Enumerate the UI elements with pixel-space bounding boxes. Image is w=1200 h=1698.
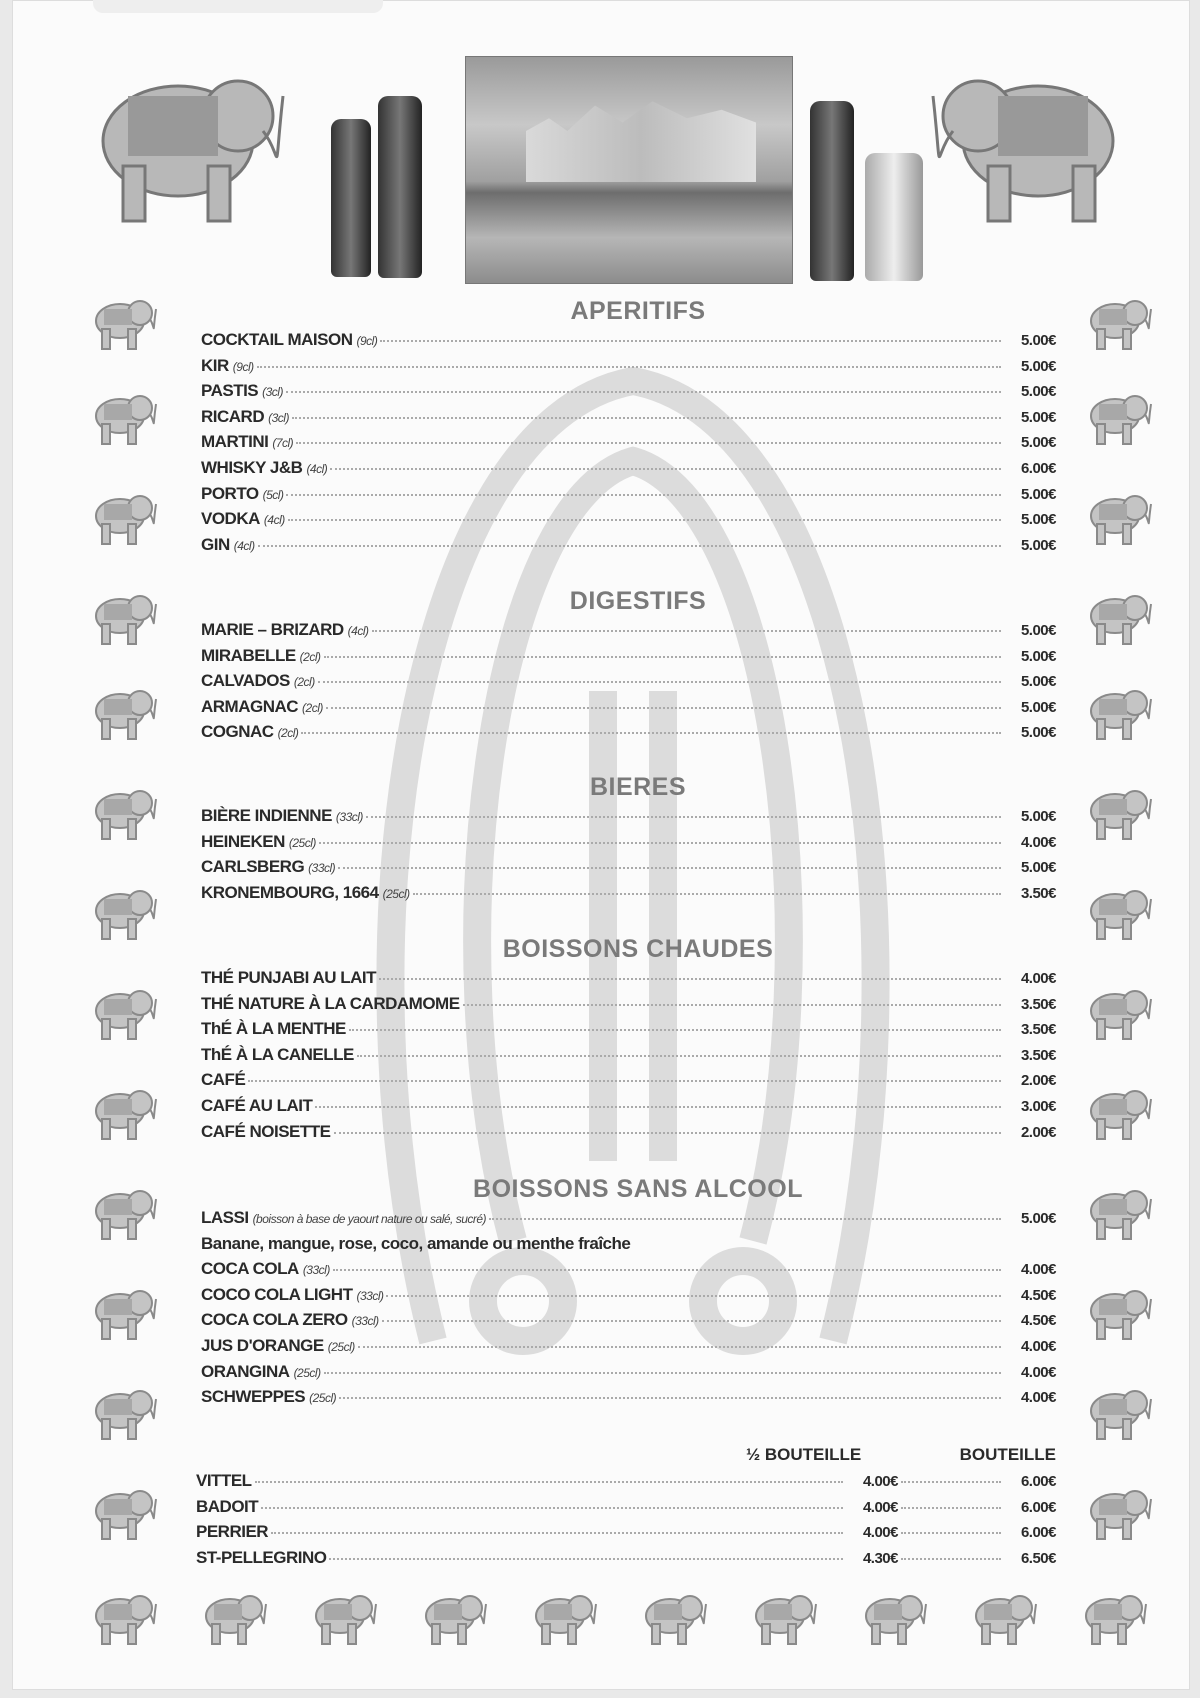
dot-leader — [271, 1532, 843, 1534]
item-price: 2.00€ — [1020, 1072, 1056, 1090]
item-price: 5.00€ — [1020, 647, 1056, 665]
dot-leader — [292, 417, 1001, 419]
item-volume: (33cl) — [302, 1263, 330, 1278]
item-price: 5.00€ — [1020, 673, 1056, 691]
dot-leader — [339, 1397, 1001, 1399]
item-price: 5.00€ — [1020, 808, 1056, 825]
half-bottle-price: 4.00€ — [862, 1473, 898, 1490]
small-elephant-icon — [748, 1586, 818, 1648]
item-name: JUS D'ORANGE — [201, 1335, 324, 1355]
small-elephant-icon — [1083, 1381, 1153, 1443]
small-elephant-icon — [1083, 1181, 1153, 1243]
dot-leader — [296, 442, 1001, 444]
section-items — [201, 968, 1056, 1147]
small-elephant-icon — [88, 1586, 158, 1648]
beer-bottle-image — [331, 119, 371, 277]
item-volume: (25cl) — [288, 835, 316, 850]
item-price: 3.50€ — [1020, 995, 1056, 1013]
item-volume: (33cl) — [356, 1288, 384, 1303]
item-name: VITTEL — [196, 1471, 252, 1490]
item-name: THÉ NATURE À LA CARDAMOME — [201, 993, 460, 1013]
item-volume: (2cl) — [302, 700, 323, 715]
dot-leader — [286, 391, 1001, 393]
item-name: CAFÉ AU LAIT — [201, 1095, 313, 1115]
item-name: GIN — [201, 534, 230, 554]
menu-item — [201, 857, 1056, 883]
item-volume: (9cl) — [232, 359, 254, 374]
small-elephant-icon — [1083, 1281, 1153, 1343]
small-elephant-icon — [1083, 586, 1153, 648]
item-volume: (33cl) — [351, 1314, 379, 1329]
dot-leader — [326, 707, 1001, 709]
item-price: 5.00€ — [1020, 357, 1056, 375]
menu-item — [201, 330, 1056, 356]
menu-item — [201, 968, 1056, 994]
small-elephant-icon — [88, 1481, 158, 1543]
item-price: 3.50€ — [1020, 884, 1056, 902]
small-elephant-icon — [88, 1081, 158, 1143]
item-name: ST-PELLEGRINO — [196, 1547, 327, 1567]
item-volume: (33cl) — [308, 861, 336, 876]
small-elephant-icon — [88, 1381, 158, 1443]
small-elephant-icon — [88, 291, 158, 353]
dot-leader — [901, 1558, 1001, 1560]
item-volume: (25cl) — [293, 1365, 321, 1380]
item-price: 4.50€ — [1020, 1286, 1056, 1304]
menu-item — [201, 806, 1056, 832]
small-elephant-icon — [1083, 881, 1153, 943]
item-name: PORTO — [201, 483, 259, 503]
item-price: 5.00€ — [1020, 511, 1056, 529]
item-volume: (4cl) — [347, 624, 369, 638]
item-price: 4.50€ — [1020, 1312, 1056, 1330]
dot-leader — [329, 1558, 843, 1560]
small-elephant-icon — [88, 881, 158, 943]
item-price: 5.00€ — [1020, 485, 1056, 503]
item-name: ThÉ À LA CANELLE — [201, 1044, 354, 1064]
top-tab — [93, 0, 383, 13]
item-name: WHISKY J&B — [201, 457, 303, 477]
dot-leader — [330, 468, 1001, 470]
dot-leader — [489, 1218, 1001, 1220]
item-price: 5.00€ — [1020, 1210, 1056, 1227]
item-price: 4.00€ — [1020, 833, 1056, 851]
section-items — [201, 330, 1056, 560]
menu-page — [12, 0, 1190, 1690]
small-elephant-icon — [308, 1586, 378, 1648]
item-name: COCO COLA LIGHT — [201, 1284, 353, 1304]
palace-lake-photo — [465, 56, 793, 284]
bottle-price: 6.50€ — [1020, 1549, 1056, 1567]
section-items — [201, 1208, 1056, 1413]
item-name: LASSI — [201, 1208, 249, 1227]
menu-item — [201, 697, 1056, 723]
item-note: Banane, mangue, rose, coco, amande ou menthe fraîche — [201, 1233, 631, 1253]
menu-item — [201, 832, 1056, 858]
item-volume: (2cl) — [277, 726, 299, 741]
item-name: MARTINI — [201, 432, 269, 452]
small-elephant-icon — [1083, 981, 1153, 1043]
item-price: 2.00€ — [1020, 1123, 1056, 1141]
section-items — [201, 620, 1056, 748]
small-elephant-icon — [1083, 386, 1153, 448]
dot-leader — [261, 1507, 843, 1509]
small-elephant-icon — [1083, 1481, 1153, 1543]
small-elephant-icon — [638, 1586, 708, 1648]
item-name: ORANGINA — [201, 1361, 290, 1381]
item-name: BIÈRE INDIENNE — [201, 806, 332, 825]
small-elephant-icon — [88, 681, 158, 743]
item-name: CAFÉ — [201, 1070, 246, 1090]
menu-item — [201, 994, 1056, 1020]
menu-item — [201, 671, 1056, 697]
menu-item — [201, 509, 1056, 535]
dot-leader — [324, 656, 1001, 658]
item-name: COCKTAIL MAISON — [201, 330, 353, 349]
item-name: THÉ PUNJABI AU LAIT — [201, 968, 376, 987]
item-price: 5.00€ — [1020, 698, 1056, 716]
half-bottle-price: 4.00€ — [862, 1498, 898, 1516]
menu-item — [201, 1070, 1056, 1096]
small-elephant-icon — [88, 1181, 158, 1243]
item-price: 5.00€ — [1020, 622, 1056, 639]
bottle-price: 6.00€ — [1020, 1498, 1056, 1516]
item-name: CARLSBERG — [201, 857, 305, 877]
item-volume: (25cl) — [309, 1391, 337, 1406]
dot-leader — [366, 816, 1001, 818]
item-name: CAFÉ NOISETTE — [201, 1121, 331, 1141]
dot-leader — [413, 893, 1001, 895]
half-bottle-price: 4.30€ — [862, 1549, 898, 1567]
beer-bottle-image — [378, 96, 422, 278]
section-heading: BOISSONS CHAUDES — [502, 935, 774, 963]
dot-leader — [357, 1055, 1001, 1057]
small-elephant-icon — [1083, 1081, 1153, 1143]
item-volume: (7cl) — [272, 436, 294, 451]
item-volume: (33cl) — [335, 810, 363, 824]
item-price: 5.00€ — [1020, 536, 1056, 554]
dot-leader — [463, 1004, 1001, 1006]
item-price: 5.00€ — [1020, 859, 1056, 877]
item-volume: (3cl) — [268, 410, 289, 425]
small-elephant-icon — [418, 1586, 488, 1648]
dot-leader — [382, 1320, 1001, 1322]
item-price: 3.50€ — [1020, 1021, 1056, 1039]
water-item — [196, 1471, 1056, 1497]
item-volume: (5cl) — [262, 487, 284, 502]
menu-item — [201, 1208, 1056, 1234]
cola-bottle-image — [810, 101, 854, 281]
item-name: PERRIER — [196, 1522, 269, 1542]
section-heading: BOISSONS SANS ALCOOL — [473, 1175, 803, 1203]
item-price: 4.00€ — [1020, 970, 1056, 987]
item-name: ARMAGNAC — [201, 696, 299, 716]
small-elephant-icon — [198, 1586, 268, 1648]
small-elephant-icon — [1083, 781, 1153, 843]
item-price: 6.00€ — [1020, 459, 1056, 477]
small-elephant-icon — [88, 386, 158, 448]
item-name: COCA COLA ZERO — [201, 1310, 348, 1330]
section-heading: DIGESTIFS — [569, 587, 707, 615]
item-name: PASTIS — [201, 381, 259, 401]
small-elephant-icon — [1083, 291, 1153, 353]
small-elephant-icon — [528, 1586, 598, 1648]
half-bottle-price: 4.00€ — [862, 1524, 898, 1542]
menu-item — [201, 1019, 1056, 1045]
item-volume: (boisson à base de yaourt nature ou salé, sucré) — [252, 1212, 487, 1226]
small-elephant-icon — [88, 486, 158, 548]
menu-item — [201, 356, 1056, 382]
small-elephant-icon — [88, 1281, 158, 1343]
item-name: BADOIT — [196, 1496, 259, 1516]
item-price: 5.00€ — [1020, 408, 1056, 426]
item-name: CALVADOS — [201, 671, 290, 691]
item-name: COCA COLA — [201, 1259, 299, 1279]
item-name: HEINEKEN — [201, 831, 285, 851]
small-elephant-icon — [858, 1586, 928, 1648]
item-price: 3.50€ — [1020, 1046, 1056, 1064]
dot-leader — [318, 681, 1001, 683]
dot-leader — [334, 1132, 1001, 1134]
small-elephant-icon — [88, 981, 158, 1043]
item-name: SCHWEPPES — [201, 1387, 306, 1407]
dot-leader — [349, 1029, 1001, 1031]
dot-leader — [380, 340, 1001, 342]
item-volume: (4cl) — [233, 538, 255, 553]
menu-item — [201, 484, 1056, 510]
bottle-header: BOUTEILLE — [959, 1445, 1056, 1464]
dot-leader — [333, 1269, 1001, 1271]
menu-item — [201, 535, 1056, 561]
item-volume: (3cl) — [262, 385, 283, 400]
dot-leader — [258, 545, 1001, 547]
item-name: KRONEMBOURG, 1664 — [201, 882, 379, 902]
menu-item — [201, 458, 1056, 484]
menu-item — [201, 1310, 1056, 1336]
menu-item — [201, 620, 1056, 646]
dot-leader — [324, 1372, 1001, 1374]
water-item — [196, 1497, 1056, 1523]
menu-item — [201, 722, 1056, 748]
menu-item — [201, 1259, 1056, 1285]
item-price: 4.00€ — [1020, 1389, 1056, 1407]
dot-leader — [315, 1106, 1001, 1108]
dot-leader — [319, 842, 1001, 844]
item-volume: (2cl) — [299, 649, 321, 664]
item-volume: (4cl) — [306, 461, 328, 476]
menu-item — [201, 1122, 1056, 1148]
dot-leader — [379, 978, 1001, 980]
small-elephant-icon — [1083, 486, 1153, 548]
menu-item — [201, 1096, 1056, 1122]
half-bottle-header: ½ BOUTEILLE — [746, 1445, 862, 1464]
dot-leader — [248, 1080, 1001, 1082]
dot-leader — [386, 1295, 1001, 1297]
item-price: 5.00€ — [1020, 434, 1056, 452]
section-heading: BIERES — [589, 773, 687, 801]
item-name: MIRABELLE — [201, 645, 296, 665]
bottle-price: 6.00€ — [1020, 1473, 1056, 1490]
item-name: VODKA — [201, 509, 260, 529]
item-name: KIR — [201, 355, 229, 375]
item-volume: (9cl) — [356, 334, 378, 348]
menu-item — [201, 1285, 1056, 1311]
item-volume: (25cl) — [382, 886, 410, 901]
small-elephant-icon — [968, 1586, 1038, 1648]
section-items — [201, 806, 1056, 908]
menu-item — [201, 883, 1056, 909]
dot-leader — [257, 366, 1001, 368]
menu-item — [201, 432, 1056, 458]
item-price: 4.00€ — [1020, 1261, 1056, 1279]
dot-leader — [301, 732, 1001, 734]
dot-leader — [358, 1346, 1001, 1348]
dot-leader — [286, 494, 1001, 496]
menu-item — [201, 1387, 1056, 1413]
item-volume: (4cl) — [263, 513, 285, 528]
decorated-elephant-icon — [88, 56, 288, 226]
item-price: 5.00€ — [1020, 332, 1056, 349]
menu-item — [201, 646, 1056, 672]
water-item — [196, 1548, 1056, 1574]
dot-leader — [288, 519, 1001, 521]
dot-leader — [255, 1481, 843, 1483]
water-item — [196, 1522, 1056, 1548]
item-price: 5.00€ — [1020, 724, 1056, 742]
dot-leader — [901, 1507, 1001, 1509]
item-name: MARIE – BRIZARD — [201, 620, 344, 639]
bottle-price: 6.00€ — [1020, 1524, 1056, 1542]
item-price: 4.00€ — [1020, 1337, 1056, 1355]
menu-item — [201, 407, 1056, 433]
small-elephant-icon — [1083, 681, 1153, 743]
item-name: RICARD — [201, 406, 265, 426]
dot-leader — [338, 867, 1001, 869]
menu-item — [201, 1362, 1056, 1388]
item-volume: (2cl) — [293, 675, 315, 690]
item-volume: (25cl) — [327, 1339, 355, 1354]
dot-leader — [901, 1532, 1001, 1534]
item-name: ThÉ À LA MENTHE — [201, 1019, 346, 1039]
item-price: 4.00€ — [1020, 1363, 1056, 1381]
decorated-elephant-icon — [928, 56, 1128, 226]
section-heading: APERITIFS — [570, 297, 706, 325]
dot-leader — [372, 630, 1001, 632]
small-elephant-icon — [88, 781, 158, 843]
water-section — [196, 1445, 1056, 1573]
orangina-bottle-image — [865, 153, 923, 281]
item-name: COGNAC — [201, 722, 274, 742]
small-elephant-icon — [1078, 1586, 1148, 1648]
dot-leader — [901, 1481, 1001, 1483]
menu-item — [201, 1336, 1056, 1362]
menu-item — [201, 1045, 1056, 1071]
item-price: 3.00€ — [1020, 1097, 1056, 1115]
small-elephant-icon — [88, 586, 158, 648]
item-price: 5.00€ — [1020, 383, 1056, 401]
menu-item — [201, 381, 1056, 407]
